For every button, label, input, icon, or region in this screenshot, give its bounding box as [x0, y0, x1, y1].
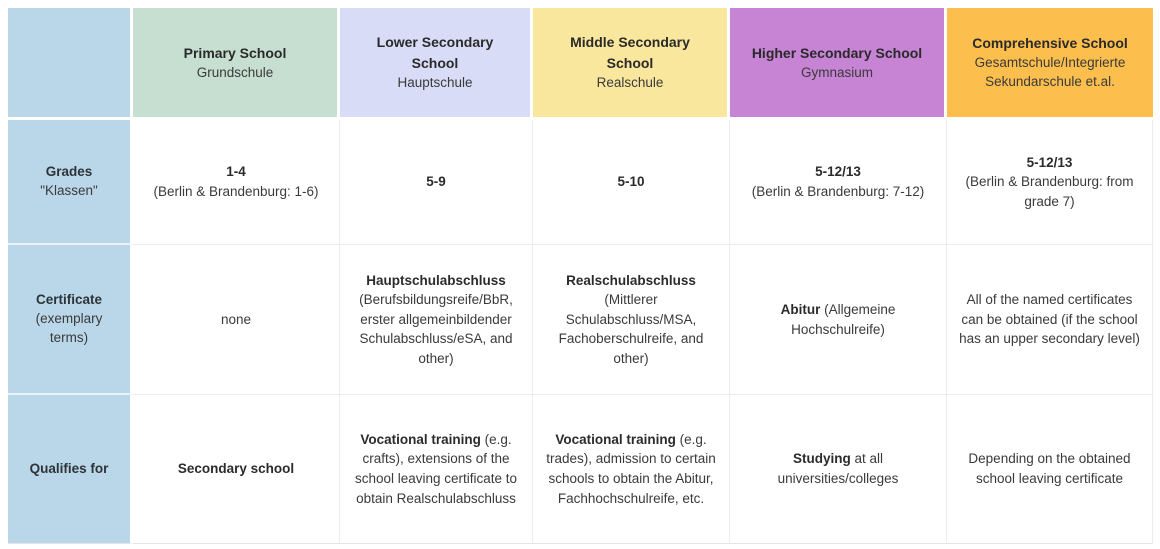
cell-grades-comprehensive: [947, 120, 1153, 245]
cell-bold-text: Realschulabschluss: [566, 272, 696, 288]
column-subtitle: Gesamtschule/Integrierte Sekundarschule et.al.: [974, 55, 1126, 89]
column-header-lower-secondary: [340, 8, 533, 120]
cell-grades-lower-secondary: [340, 120, 533, 245]
cell-bold-text: Vocational training: [555, 431, 676, 447]
cell-certificate-primary: [133, 245, 340, 395]
cell-certificate-higher-secondary: [730, 245, 947, 395]
cell-bold-text: 5-12/13: [815, 164, 861, 180]
cell-text: none: [220, 311, 252, 327]
column-header-primary-school: [133, 8, 340, 120]
column-header-higher-secondary: [730, 8, 947, 120]
cell-grades-middle-secondary: [533, 120, 730, 245]
cell-certificate-middle-secondary: [533, 245, 730, 395]
cell-text: Depending on the obtained school leaving certificate: [968, 451, 1131, 486]
cell-text: (Mittlerer Schulabschluss/MSA, Fachoberschulreife, and other): [558, 292, 704, 366]
row-label-grades: [8, 120, 133, 245]
column-header-comprehensive: [947, 8, 1153, 120]
cell-text: (Allgemeine Hochschulreife): [791, 301, 896, 337]
row-label-certificate: [8, 245, 133, 395]
cell-grades-primary: [133, 120, 340, 245]
column-title: Middle Secondary School: [570, 34, 690, 72]
cell-text: (Berufsbildungsreife/BbR, erster allgemeinbildender Schulabschluss/eSA, and other): [359, 292, 513, 366]
column-subtitle: Realschule: [596, 75, 664, 91]
cell-bold-text: 5-12/13: [1026, 154, 1073, 170]
cell-bold-text: Vocational training: [360, 431, 481, 447]
row-subtitle: (exemplary terms): [35, 311, 103, 346]
row-label-qualifies-for: [8, 395, 133, 544]
row-subtitle: "Klassen": [40, 183, 98, 199]
column-title: Higher Secondary School: [751, 44, 923, 61]
cell-text: (Berlin & Brandenburg: from grade 7): [965, 174, 1134, 209]
cell-text: at all universities/colleges: [777, 451, 899, 486]
cell-text: (e.g. crafts), extensions of the school leaving certificate to obtain Realschulabschluss: [354, 431, 518, 506]
cell-bold-text: Hauptschulabschluss: [366, 272, 506, 288]
cell-bold-text: Secondary school: [177, 461, 295, 477]
cell-bold-text: 5-9: [426, 174, 446, 190]
column-title: Lower Secondary School: [376, 34, 494, 72]
cell-qualifies-primary: [133, 395, 340, 544]
cell-text: All of the named certificates can be obtained (if the school has an upper secondary level): [959, 292, 1140, 347]
cell-grades-higher-secondary: [730, 120, 947, 245]
column-subtitle: Grundschule: [196, 64, 274, 80]
cell-text: (e.g. trades), admission to certain schools to obtain the Abitur, Fachhochschulreife, etc.: [546, 431, 716, 506]
column-title: Primary School: [183, 44, 287, 61]
cell-bold-text: Abitur: [780, 301, 821, 317]
cell-qualifies-higher-secondary: [730, 395, 947, 544]
table-grid: [8, 8, 1153, 544]
column-subtitle: Hauptschule: [397, 75, 473, 91]
school-comparison-table: [8, 8, 1153, 544]
cell-qualifies-middle-secondary: [533, 395, 730, 544]
cell-text: (Berlin & Brandenburg: 1-6): [153, 184, 319, 199]
cell-certificate-lower-secondary: [340, 245, 533, 395]
cell-bold-text: 5-10: [617, 174, 645, 190]
cell-qualifies-lower-secondary: [340, 395, 533, 544]
row-title: Certificate: [35, 291, 103, 307]
row-title: Qualifies for: [29, 460, 109, 476]
row-title: Grades: [45, 163, 93, 179]
column-title: Comprehensive School: [972, 35, 1128, 52]
corner-cell: [8, 8, 133, 120]
cell-text: (Berlin & Brandenburg: 7-12): [751, 184, 925, 199]
column-header-middle-secondary: [533, 8, 730, 120]
cell-bold-text: Studying: [792, 451, 851, 467]
cell-bold-text: 1-4: [226, 164, 246, 180]
column-subtitle: Gymnasium: [800, 64, 873, 80]
cell-certificate-comprehensive: [947, 245, 1153, 395]
cell-qualifies-comprehensive: [947, 395, 1153, 544]
